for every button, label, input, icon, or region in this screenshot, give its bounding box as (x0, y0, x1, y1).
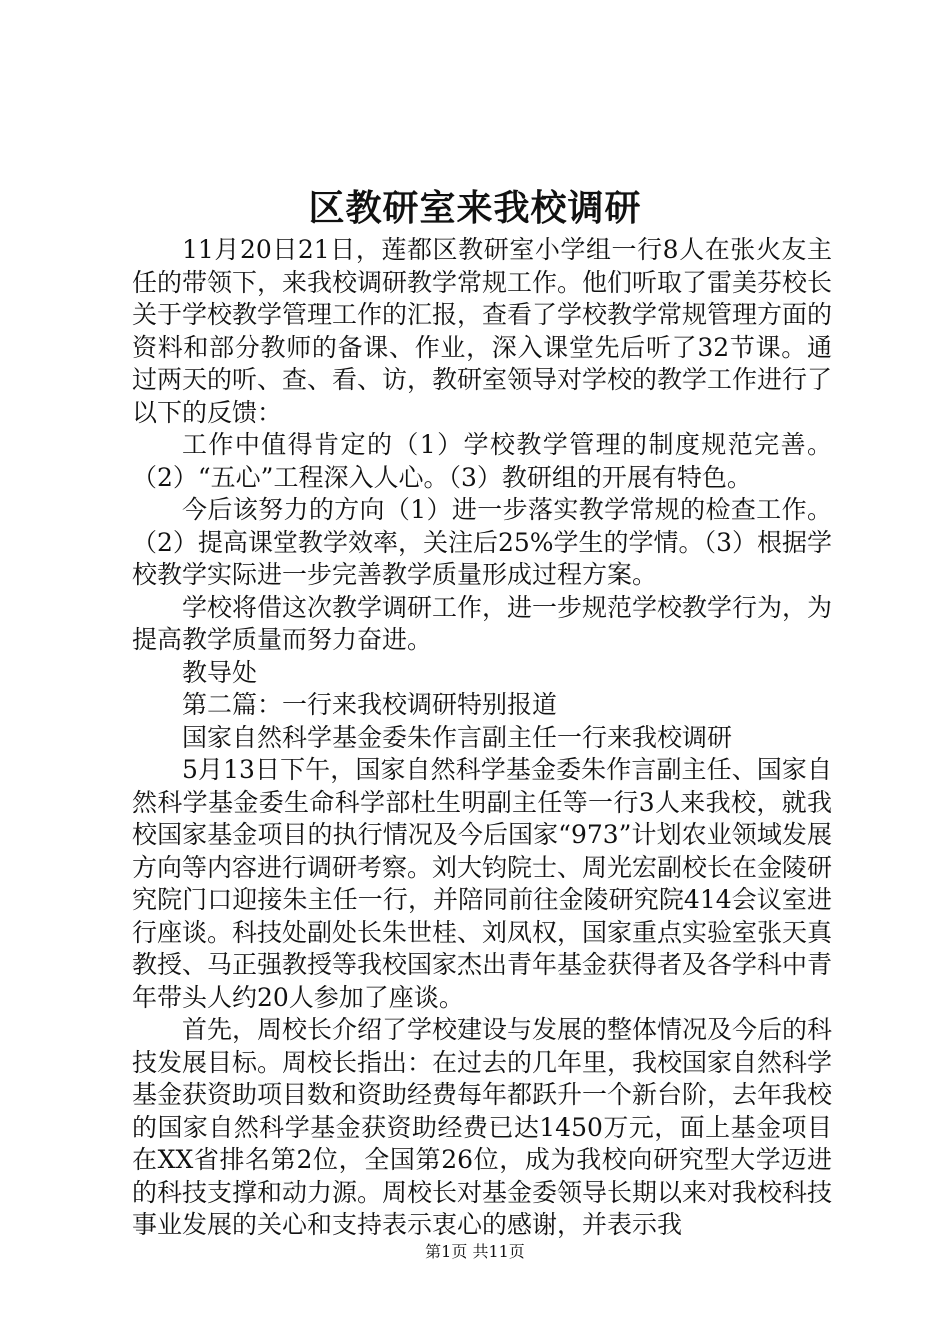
paragraph: 5月13日下午，国家自然科学基金委朱作言副主任、国家自然科学基金委生命科学部杜生明副主任等一行3人来我校，就我校国家基金项目的执行情况及今后国家“973”计划农业领域发展方向等内容进行调研考察。刘大钧院士、周光宏副校长在金陵研究院门口迎接朱主任一行，并陪同前往金陵研究院414会议室进行座谈。科技处副处长朱世桂、刘凤权，国家重点实验室张天真教授、马正强教授等我校国家杰出青年基金获得者及各学科中青年带头人约20人参加了座谈。 (132, 755, 833, 1012)
document-body (132, 234, 832, 1242)
paragraph: 11月20日21日，莲都区教研室小学组一行8人在张火友主任的带领下，来我校调研教学常规工作。他们听取了雷美芬校长关于学校教学管理工作的汇报，查看了学校教学常规管理方面的资料和部分教师的备课、作业，深入课堂先后听了32节课。通过两天的听、查、看、访，教研室领导对学校的教学工作进行了以下的反馈： (132, 235, 833, 427)
paragraph: 学校将借这次教学调研工作，进一步规范学校教学行为，为提高教学质量而努力奋进。 (132, 592, 833, 654)
document-title: 区教研室来我校调研 (308, 187, 642, 229)
paragraph: 今后该努力的方向（1）进一步落实教学常规的检查工作。（2）提高课堂教学效率，关注后25%学生的学情。（3）根据学校教学实际进一步完善教学质量形成过程方案。 (132, 495, 832, 589)
paragraph: 首先，周校长介绍了学校建设与发展的整体情况及今后的科技发展目标。周校长指出：在过去的几年里，我校国家自然科学基金获资助项目数和资助经费每年都跃升一个新台阶，去年我校的国家自然科学基金获资助经费已达1450万元，面上基金项目在XX省排名第2位，全国第26位，成为我校向研究型大学迈进的科技支撑和动力源。周校长对基金委领导长期以来对我校科技事业发展的关心和支持表示衷心的感谢，并表示我 (132, 1015, 833, 1239)
page-footer: 第1页 共11页 (425, 1242, 525, 1261)
paragraph: 第二篇：一行来我校调研特别报道 (182, 690, 558, 719)
paragraph: 国家自然科学基金委朱作言副主任一行来我校调研 (182, 722, 733, 752)
paragraph: 工作中值得肯定的（1）学校教学管理的制度规范完善。（2）“五心”工程深入人心。（3）教研组的开展有特色。 (132, 430, 832, 492)
paragraph: 教导处 (182, 657, 258, 687)
